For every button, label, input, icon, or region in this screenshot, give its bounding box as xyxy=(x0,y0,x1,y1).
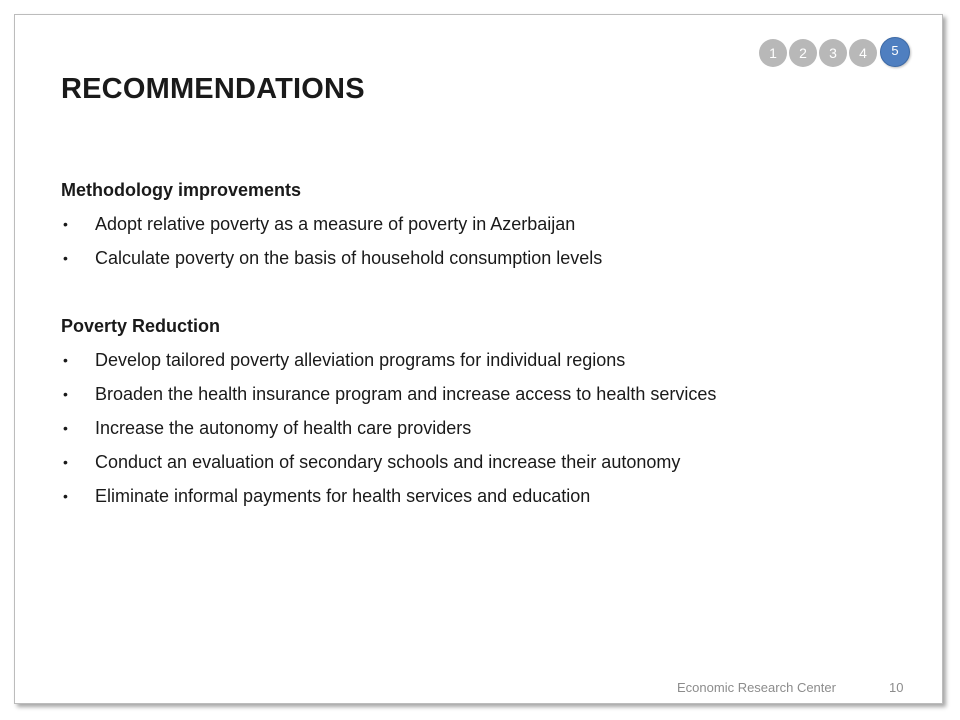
bullet-icon: • xyxy=(63,488,68,504)
slide-pager xyxy=(759,39,911,69)
pager-dot-4[interactable]: 4 xyxy=(849,39,877,67)
bullet-icon: • xyxy=(63,250,68,266)
list-item xyxy=(61,445,921,479)
bullet-list-methodology xyxy=(61,207,921,275)
bullet-text: Broaden the health insurance program and increase access to health services xyxy=(95,384,717,404)
section-heading-methodology: Methodology improvements xyxy=(61,180,302,200)
bullet-icon: • xyxy=(63,352,68,368)
list-item xyxy=(61,207,921,241)
bullet-text: Eliminate informal payments for health services and education xyxy=(95,486,591,506)
pager-dot-5-active[interactable]: 5 xyxy=(880,37,910,67)
section-heading-poverty-reduction: Poverty Reduction xyxy=(61,316,221,336)
bullet-icon: • xyxy=(63,454,68,470)
list-item xyxy=(61,343,921,377)
pager-dot-3[interactable]: 3 xyxy=(819,39,847,67)
bullet-text: Increase the autonomy of health care providers xyxy=(95,418,472,438)
bullet-text: Adopt relative poverty as a measure of poverty in Azerbaijan xyxy=(95,214,576,234)
slide xyxy=(14,14,943,704)
slide-content xyxy=(61,173,921,513)
bullet-text: Calculate poverty on the basis of household consumption levels xyxy=(95,248,603,268)
slide-title: RECOMMENDATIONS xyxy=(61,73,365,105)
section-methodology xyxy=(61,173,921,275)
bullet-text: Develop tailored poverty alleviation programs for individual regions xyxy=(95,350,626,370)
list-item xyxy=(61,411,921,445)
pager-dot-1[interactable]: 1 xyxy=(759,39,787,67)
footer-organization: Economic Research Center xyxy=(677,680,836,695)
section-spacer xyxy=(61,275,921,309)
footer-page-number: 10 xyxy=(889,680,904,695)
list-item xyxy=(61,479,921,513)
pager-dot-2[interactable]: 2 xyxy=(789,39,817,67)
section-poverty-reduction xyxy=(61,309,921,513)
bullet-icon: • xyxy=(63,216,68,232)
bullet-list-poverty-reduction xyxy=(61,343,921,513)
list-item xyxy=(61,241,921,275)
bullet-icon: • xyxy=(63,386,68,402)
list-item xyxy=(61,377,921,411)
bullet-text: Conduct an evaluation of secondary schools and increase their autonomy xyxy=(95,452,681,472)
bullet-icon: • xyxy=(63,420,68,436)
